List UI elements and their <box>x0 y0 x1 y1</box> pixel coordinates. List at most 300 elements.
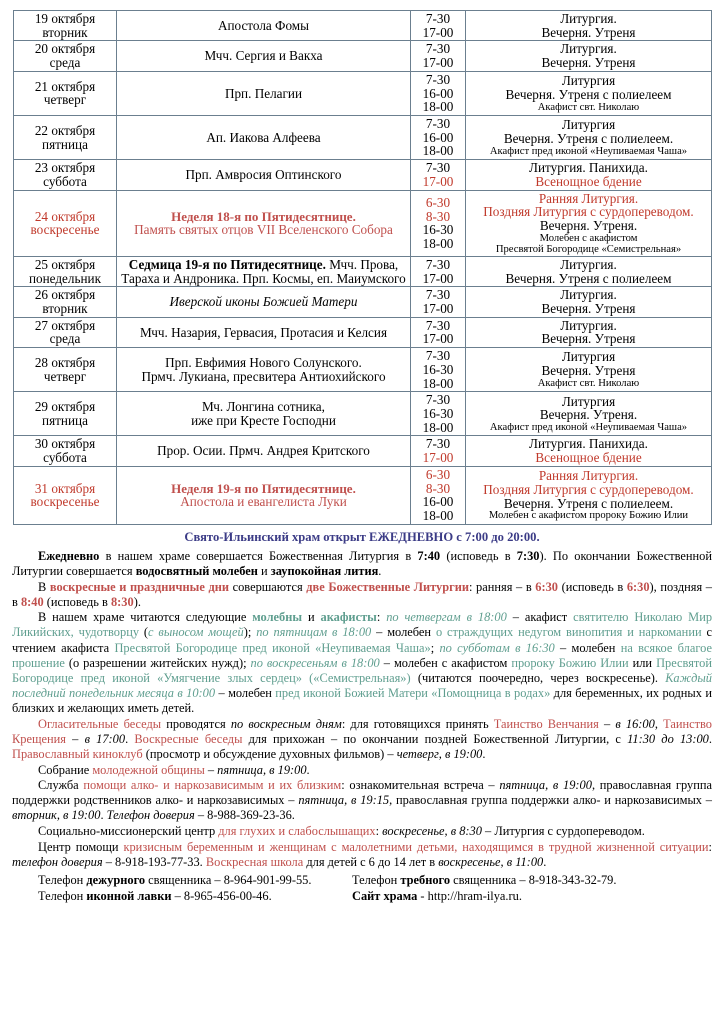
feast-cell <box>117 317 411 347</box>
service-time: 16-00 <box>422 129 454 145</box>
feast-title: Неделя 18-я по Пятидесятнице. <box>171 208 356 224</box>
text-run: с выносом мощей <box>148 625 244 640</box>
service-name: Вечерня. Утреня с полиелеем. <box>503 495 674 511</box>
treb-priest-label: требного <box>400 872 451 887</box>
table-row <box>14 466 712 524</box>
text-run: две Божественные Литургии <box>306 579 470 594</box>
paragraph-addiction-help <box>12 778 712 823</box>
feast-cell <box>117 11 411 41</box>
service-name: Литургия <box>561 117 616 133</box>
text-run: на всякое благое прошение <box>12 640 712 670</box>
text-run: 7:40 <box>417 548 441 563</box>
text-run: Собрание <box>38 762 93 777</box>
text-run: В нашем храме читаются следующие <box>38 610 253 625</box>
table-row <box>14 160 712 190</box>
schedule-page <box>0 10 724 1034</box>
table-row <box>14 436 712 466</box>
service-time: 18-00 <box>422 99 454 115</box>
text-run: – Литургия с сурдопереводом. <box>481 824 645 838</box>
date-weekday: суббота <box>43 450 87 466</box>
service-time: 16-00 <box>422 85 454 101</box>
time-cell <box>411 317 466 347</box>
text-run: – молебен с акафистом <box>379 655 512 670</box>
text-run: . <box>378 563 382 578</box>
service-cell <box>466 287 712 317</box>
table-row <box>14 287 712 317</box>
paragraph-molebens-akathists <box>12 610 712 716</box>
date-weekday: среда <box>49 55 81 71</box>
date-weekday: четверг <box>43 368 87 384</box>
text-run: акафисты <box>320 610 377 625</box>
text-run: ); <box>243 625 257 640</box>
website-label: Сайт храма <box>352 889 418 903</box>
date-cell <box>14 287 117 317</box>
text-run: Центр помощи <box>38 839 124 854</box>
text-run: ). По окончании Божественной Литургии совершается <box>12 548 713 578</box>
service-time: 16-00 <box>422 494 454 510</box>
service-name: Акафист свт. Николаю <box>537 377 640 389</box>
text-run: , православная группа поддержки родственников алко- и наркозависимых – <box>12 778 712 808</box>
service-cell <box>466 436 712 466</box>
service-name: Литургия <box>561 73 616 89</box>
text-run: (исповедь в <box>440 548 517 563</box>
text-run: – <box>598 716 616 731</box>
text-run: : ознакомительная встреча – <box>341 778 500 793</box>
time-cell <box>411 392 466 436</box>
service-time: 17-00 <box>422 450 454 466</box>
text-run: пятница, в 19:00 <box>217 762 307 777</box>
service-name: Вечерня. Утреня. <box>539 218 638 234</box>
service-time: 18-00 <box>422 508 454 524</box>
paragraph-daily-liturgy <box>12 549 712 579</box>
text-run: молебны <box>252 610 303 625</box>
text-run: – молебен <box>554 640 621 655</box>
feast-line: Прп. Амвросия Оптинского <box>185 167 342 183</box>
time-cell <box>411 256 466 286</box>
time-cell <box>411 41 466 71</box>
text-run: пророку Божию Илии <box>511 655 629 670</box>
service-name: Поздняя Литургия с сурдопереводом. <box>483 204 694 220</box>
service-cell <box>466 392 712 436</box>
text-run: – акафист <box>506 610 574 625</box>
text-run: ), поздняя – в <box>12 579 712 609</box>
service-time: 7-30 <box>425 11 451 26</box>
service-name: Ранняя Литургия. <box>538 468 639 484</box>
date-day: 21 октября <box>34 78 96 94</box>
text-run: по четвергам в 18:00 <box>386 610 507 625</box>
date-cell <box>14 436 117 466</box>
text-run: – <box>204 762 218 777</box>
date-day: 28 октября <box>34 354 96 370</box>
table-row <box>14 317 712 347</box>
service-name: Литургия. <box>560 41 617 57</box>
service-time: 17-00 <box>422 270 454 286</box>
service-time: 17-00 <box>422 331 454 347</box>
text-run: 6:30 <box>626 579 650 594</box>
service-name: Молебен с акафистом пророку Божию Илии <box>488 510 689 522</box>
feast-cell <box>117 41 411 71</box>
date-cell <box>14 71 117 115</box>
service-time: 16-30 <box>422 361 454 377</box>
feast-cell <box>117 256 411 286</box>
text-run: по воскресным дням <box>230 716 342 731</box>
service-name: Ранняя Литургия. <box>538 190 639 206</box>
service-time: 16-30 <box>422 222 454 238</box>
feast-cell <box>117 436 411 466</box>
text-run: . <box>708 731 712 746</box>
text-run: Ежедневно <box>38 548 100 563</box>
feast-week-title: Седмица 19-я по Пятидесятнице. <box>128 256 326 272</box>
service-name: Вечерня. Утреня с полиелеем <box>505 270 672 286</box>
text-run: , православная группа поддержки алко- и наркозависимых – <box>389 793 712 808</box>
text-run: – молебен <box>371 625 436 640</box>
feast-cell <box>117 392 411 436</box>
date-day: 23 октября <box>34 160 96 176</box>
service-time: 6-30 <box>425 194 451 210</box>
text-run: в нашем храме совершается Божественная Литургия в <box>99 548 418 563</box>
service-time: 18-00 <box>422 143 454 159</box>
duty-priest-phone: Телефон дежурного священника – 8-964-901-99-55. <box>38 872 312 887</box>
text-run: Воскресные беседы <box>134 731 243 746</box>
text-run: Воскресная школа <box>205 854 304 869</box>
time-cell <box>411 11 466 41</box>
text-run: проводятся <box>161 716 231 731</box>
date-day: 26 октября <box>34 287 96 303</box>
service-cell <box>466 317 712 347</box>
feast-subtitle: Память святых отцов VII Вселенского Собора <box>134 222 393 238</box>
text-run: Социально-миссионерский центр <box>38 824 219 838</box>
text-run: Пресвятой Богородице пред иконой «Неупиваемая Чаша» <box>114 640 431 655</box>
service-time: 8-30 <box>425 208 451 224</box>
text-run: для беременных, их родных и близких и желающих иметь детей. <box>12 685 712 715</box>
service-name: Вечерня. Утреня <box>541 300 636 316</box>
service-name: Литургия. Панихида. <box>529 160 648 176</box>
text-run: по пятницам в 18:00 <box>256 625 372 640</box>
feast-line: Прор. Осии. Прмч. Андрея Критского <box>157 443 370 459</box>
service-time: 7-30 <box>425 41 451 57</box>
text-run: . <box>125 731 135 746</box>
date-cell <box>14 392 117 436</box>
text-run: по субботам в 16:30 <box>439 640 555 655</box>
text-run: Таинство Венчания <box>493 716 599 731</box>
feast-line: Тараха и Андроника. Прп. Космы, еп. Маиумского <box>121 270 406 286</box>
date-cell <box>14 348 117 392</box>
date-day: 22 октября <box>34 122 96 138</box>
church-website[interactable]: Сайт храма - http://hram-ilya.ru. <box>352 889 522 903</box>
text-run: Огласительные беседы <box>38 716 162 731</box>
text-run: Служба <box>38 778 84 793</box>
feast-line: Мч. Лонгина сотника, <box>202 399 325 415</box>
text-run: и <box>257 563 271 578</box>
time-cell <box>411 71 466 115</box>
feast-line: Прп. Пелагии <box>224 85 303 101</box>
text-run: 8:40 <box>20 594 44 609</box>
table-row <box>14 116 712 160</box>
service-time: 18-00 <box>422 419 454 435</box>
service-schedule-table <box>13 10 712 525</box>
text-run: (исповедь в <box>43 594 111 609</box>
feast-line: Иверской иконы Божией Матери <box>169 294 358 310</box>
text-run: 6:30 <box>535 579 558 594</box>
service-time: 7-30 <box>425 317 451 333</box>
text-run: с чтением акафиста <box>12 625 712 655</box>
service-cell <box>466 466 712 524</box>
service-time: 8-30 <box>425 480 451 496</box>
feast-cell <box>117 348 411 392</box>
service-cell <box>466 71 712 115</box>
paragraph-catechetical-talks <box>12 717 712 762</box>
service-time: 7-30 <box>425 392 451 408</box>
text-run: телефон доверия <box>12 854 103 869</box>
church-open-hours-line: Свято-Ильинский храм открыт ЕЖЕДНЕВНО с 7:00 до 20:00. <box>184 529 540 544</box>
text-run: для прихожан – по окончании поздней Божественной Литургии, с <box>242 731 628 746</box>
date-day: 20 октября <box>34 41 96 57</box>
text-run: , <box>654 716 664 731</box>
text-run: . <box>482 746 486 761</box>
date-weekday: пятница <box>42 412 88 428</box>
service-name: Пресвятой Богородице «Семистрельная» <box>495 243 682 255</box>
text-run: (читаются поочередно, через воскресенье). <box>410 670 666 685</box>
text-run: : <box>708 839 712 854</box>
text-run: кризисным беременным и женщинам с малолетними детьми, находящимся в трудной жизненной ситуации <box>123 839 709 854</box>
feast-line: Мчч. Сергия и Вакха <box>204 48 323 64</box>
time-cell <box>411 287 466 317</box>
text-run: воскресные и праздничные дни <box>49 579 229 594</box>
service-name: Вечерня. Утреня с полиелеем <box>505 86 672 102</box>
date-day: 27 октября <box>34 317 96 333</box>
text-run: о страждущих недугом винопития и наркомании <box>435 625 702 640</box>
text-run: для детей с 6 до 14 лет в <box>303 854 439 869</box>
announcements-text <box>12 549 712 870</box>
service-time: 7-30 <box>425 160 451 176</box>
time-cell <box>411 160 466 190</box>
phone-row-priests <box>12 872 712 888</box>
text-run: и <box>302 610 321 625</box>
time-cell <box>411 348 466 392</box>
text-run: (исповедь в <box>558 579 627 594</box>
service-time: 16-30 <box>422 406 454 421</box>
service-time: 7-30 <box>425 436 451 452</box>
feast-cell <box>117 190 411 256</box>
feast-subtitle: Апостола и евангелиста Луки <box>180 494 347 510</box>
feast-cell <box>117 71 411 115</box>
date-cell <box>14 116 117 160</box>
feast-line: Апостола Фомы <box>217 17 310 33</box>
service-time: 7-30 <box>425 116 451 132</box>
service-name: Вечерня. Утреня. <box>539 407 638 423</box>
table-row <box>14 71 712 115</box>
icon-shop-label: иконной лавки <box>86 889 172 903</box>
table-row <box>14 41 712 71</box>
time-cell <box>411 436 466 466</box>
text-run: – <box>65 731 85 746</box>
paragraph-youth-community <box>12 763 712 778</box>
service-cell <box>466 256 712 286</box>
text-run: Таинство Крещения <box>12 716 712 746</box>
service-cell <box>466 190 712 256</box>
text-run: . <box>306 762 310 777</box>
service-cell <box>466 160 712 190</box>
text-run: : <box>376 610 387 625</box>
feast-title: Неделя 19-я по Пятидесятнице. <box>171 480 356 496</box>
text-run: – 8-918-193-77-33. <box>102 854 206 869</box>
service-cell <box>466 116 712 160</box>
paragraph-deaf-center <box>12 824 712 839</box>
date-cell <box>14 256 117 286</box>
service-name: Литургия. <box>560 256 617 272</box>
table-row <box>14 190 712 256</box>
service-name: Вечерня. Утреня с полиелеем. <box>503 131 674 147</box>
feast-cell <box>117 287 411 317</box>
text-run: ; <box>430 640 440 655</box>
date-weekday: воскресенье <box>30 494 100 510</box>
text-run: или <box>628 655 657 670</box>
service-name: Литургия. Панихида. <box>529 436 648 452</box>
service-time: 7-30 <box>425 287 451 303</box>
service-name: Литургия. <box>560 287 617 303</box>
text-run: . <box>100 808 107 823</box>
service-name: Литургия <box>561 393 616 409</box>
table-row <box>14 348 712 392</box>
text-run: В <box>38 579 50 594</box>
time-cell <box>411 190 466 256</box>
service-time: 17-00 <box>422 173 454 189</box>
date-weekday: четверг <box>43 92 87 108</box>
text-run: Пресвятой Богородице пред иконой «Умягчение злых сердец» («Семистрельная») <box>12 655 712 685</box>
service-name: Вечерня. Утреня <box>541 331 636 347</box>
text-run: (о разрешении житейских нужд); <box>64 655 251 670</box>
service-time: 7-30 <box>425 348 451 364</box>
feast-line: Седмица 19-я по Пятидесятнице. Мчч. Прова, <box>128 256 399 272</box>
date-cell <box>14 317 117 347</box>
service-time: 17-00 <box>422 55 454 71</box>
date-cell <box>14 190 117 256</box>
paragraph-crisis-pregnancy-center <box>12 840 712 870</box>
text-run: Православный киноклуб <box>12 746 143 761</box>
text-run: – молебен <box>215 685 276 700</box>
paragraph-sunday-liturgies <box>12 580 712 610</box>
service-name: Вечерня. Утреня <box>541 55 636 71</box>
date-weekday: вторник <box>42 300 88 316</box>
date-weekday: воскресенье <box>30 222 100 238</box>
text-run: заупокойная лития <box>270 563 379 578</box>
text-run: . <box>543 854 547 869</box>
service-name: Акафист пред иконой «Неупиваемая Чаша» <box>489 422 688 434</box>
text-run: вторник, в 19:00 <box>12 808 101 823</box>
text-run: Телефон доверия <box>106 808 195 823</box>
text-run: ). <box>133 594 141 609</box>
phone-row-shop-site <box>12 888 712 904</box>
date-day: 31 октября <box>34 480 96 496</box>
icon-shop-phone: Телефон иконной лавки – 8-965-456-00-46. <box>38 889 272 903</box>
service-cell <box>466 348 712 392</box>
service-name: Акафист пред иконой «Неупиваемая Чаша» <box>489 145 688 157</box>
schedule-table-body <box>14 11 712 525</box>
time-cell <box>411 466 466 524</box>
table-row <box>14 11 712 41</box>
text-run: воскресенье, в 11:00 <box>438 854 544 869</box>
text-run: помощи алко- и наркозависимым и их близким <box>83 778 342 793</box>
text-run: 11:30 до 13:00 <box>627 731 709 746</box>
service-time: 18-00 <box>422 375 454 391</box>
date-day: 19 октября <box>34 11 96 26</box>
text-run: пятница, в 19:00 <box>499 778 592 793</box>
text-run: святителю Николаю Мир Ликийских, чудотворцу <box>12 610 713 640</box>
date-weekday: вторник <box>42 24 88 40</box>
date-cell <box>14 41 117 71</box>
service-name: Литургия. <box>560 317 617 333</box>
date-day: 30 октября <box>34 436 96 452</box>
text-run: – 8-988-369-23-36. <box>194 808 295 823</box>
service-time: 17-00 <box>422 24 454 40</box>
date-weekday: суббота <box>43 173 87 189</box>
service-name: Вечерня. Утреня <box>541 363 636 379</box>
text-run: 8:30 <box>110 594 134 609</box>
service-time: 18-00 <box>422 235 454 251</box>
date-day: 24 октября <box>34 208 96 224</box>
feast-cell <box>117 160 411 190</box>
text-run: в 16:00 <box>615 716 655 731</box>
text-run: совершаются <box>229 579 307 594</box>
feast-line: иже при Кресте Господни <box>191 412 336 428</box>
table-row <box>14 256 712 286</box>
table-row <box>14 392 712 436</box>
text-run: (просмотр и обсуждение духовных фильмов) – <box>142 746 397 761</box>
service-name: Всенощное бдение <box>535 173 642 189</box>
text-run: пред иконой Божией Матери «Помощница в родах» <box>275 685 551 700</box>
date-day: 29 октября <box>34 399 96 415</box>
service-cell <box>466 41 712 71</box>
text-run: для глухих и слабослышащих <box>218 824 376 838</box>
duty-priest-label: дежурного <box>86 872 146 887</box>
service-name: Молебен с акафистом <box>539 232 638 244</box>
text-run: водосвятный молебен <box>135 563 258 578</box>
date-day: 25 октября <box>34 256 96 272</box>
date-cell <box>14 160 117 190</box>
text-run: по воскресеньям в 18:00 <box>250 655 380 670</box>
text-run: : <box>375 824 383 838</box>
date-cell <box>14 11 117 41</box>
feast-line: Мчч. Назария, Гервасия, Протасия и Келсия <box>139 324 388 340</box>
text-run: ( <box>139 625 149 640</box>
contact-phones-block <box>12 872 712 904</box>
feast-line: Прп. Евфимия Нового Солунского. <box>165 354 362 370</box>
text-run: молодежной общины <box>92 762 205 777</box>
text-run: 7:30 <box>516 548 540 563</box>
feast-line: Ап. Иакова Алфеева <box>206 129 321 145</box>
text-run: в 17:00 <box>84 731 126 746</box>
service-name: Литургия <box>561 349 616 365</box>
text-run: четверг, в 19:00 <box>396 746 483 761</box>
date-weekday: среда <box>49 331 81 347</box>
feast-cell <box>117 116 411 160</box>
service-name: Литургия. <box>560 11 617 26</box>
service-name: Всенощное бдение <box>535 450 642 466</box>
service-name: Вечерня. Утреня <box>541 24 636 40</box>
text-run: пятница, в 19:15 <box>298 793 390 808</box>
service-name: Акафист свт. Николаю <box>537 101 640 113</box>
feast-line: Прмч. Лукиана, пресвитера Антиохийского <box>141 368 386 384</box>
text-run: : ранняя – в <box>469 579 536 594</box>
service-time: 7-30 <box>425 71 451 87</box>
service-time: 17-00 <box>422 300 454 316</box>
service-time: 7-30 <box>425 256 451 272</box>
time-cell <box>411 116 466 160</box>
text-run: Каждый последний понедельник месяца в 10:00 <box>12 670 712 700</box>
treb-priest-phone: Телефон требного священника – 8-918-343-32-79. <box>352 872 617 887</box>
feast-cell <box>117 466 411 524</box>
service-time: 6-30 <box>425 466 451 482</box>
